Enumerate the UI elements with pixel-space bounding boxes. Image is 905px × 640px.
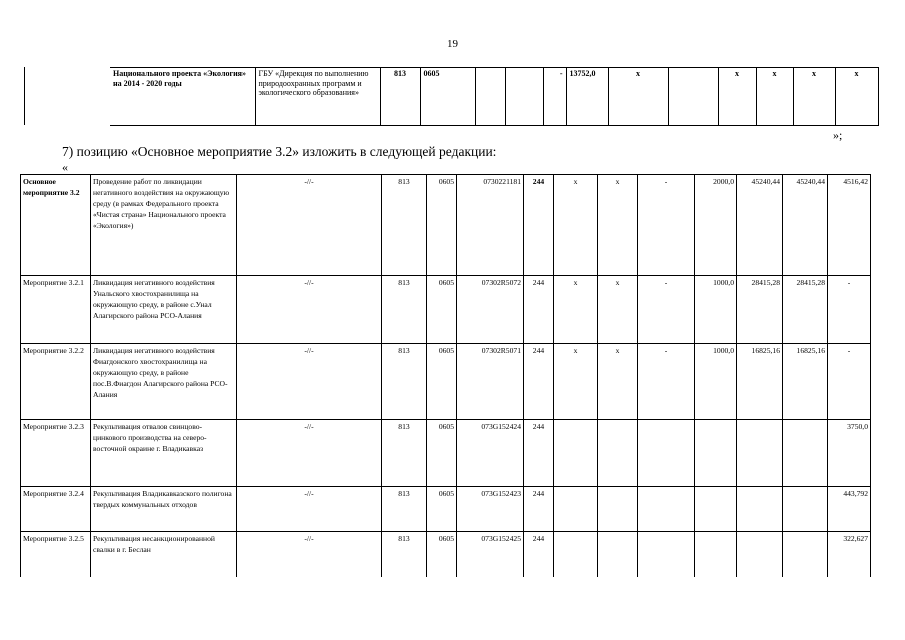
table-row [21, 175, 871, 276]
grbs-cell: 813 [380, 68, 420, 126]
row-executor: -//- [237, 532, 382, 577]
row-col [638, 420, 695, 487]
row-description: Ликвидация негативного воздействия Унальского хвостохранилища на окружающую среду, в районе с.Унал Алагирского района РСО-Алания [91, 276, 237, 344]
row-vr: 244 [524, 420, 554, 487]
row-name: Мероприятие 3.2.3 [21, 420, 91, 487]
row-vr: 244 [524, 487, 554, 532]
measures-table [20, 174, 871, 577]
table-row [21, 276, 871, 344]
row-col: 45240,44 [783, 175, 828, 276]
continuation-row [110, 68, 878, 126]
row-col: x [598, 175, 638, 276]
row-col: - [828, 344, 871, 420]
row-name: Мероприятие 3.2.2 [21, 344, 91, 420]
row-csr: 0730221181 [457, 175, 524, 276]
row-col: 16825,16 [737, 344, 783, 420]
row-col [638, 532, 695, 577]
row-rzpr: 0605 [427, 487, 457, 532]
row-col [598, 532, 638, 577]
row-col [695, 420, 737, 487]
continuation-table [110, 67, 879, 126]
row-col [783, 420, 828, 487]
row-col: - [638, 175, 695, 276]
row-name: Основное мероприятие 3.2 [21, 175, 91, 276]
row-col [695, 487, 737, 532]
row-col [783, 487, 828, 532]
row-col [783, 532, 828, 577]
row-col: 28415,28 [783, 276, 828, 344]
row-grbs: 813 [382, 532, 427, 577]
row-executor: -//- [237, 420, 382, 487]
left-border-line [24, 67, 25, 125]
row-rzpr: 0605 [427, 420, 457, 487]
row-col: 1000,0 [695, 276, 737, 344]
row-col: x [598, 344, 638, 420]
row-csr: 073G152425 [457, 532, 524, 577]
row-col: 16825,16 [783, 344, 828, 420]
row-col: - [638, 344, 695, 420]
row-description: Рекультивация отвалов свинцово-цинкового производства на северо-восточной окраине г. Владикавказ [91, 420, 237, 487]
row-col [554, 487, 598, 532]
row-col: 3750,0 [828, 420, 871, 487]
row-name: Мероприятие 3.2.4 [21, 487, 91, 532]
vr-cell [505, 68, 543, 126]
row-vr: 244 [524, 276, 554, 344]
row-rzpr: 0605 [427, 276, 457, 344]
row-description: Рекультивация Владикавказского полигона твердых коммунальных отходов [91, 487, 237, 532]
row-col: 443,792 [828, 487, 871, 532]
table-row [21, 487, 871, 532]
row-executor: -//- [237, 175, 382, 276]
dash-cell: - [543, 68, 566, 126]
row-executor: -//- [237, 276, 382, 344]
value-cell [668, 68, 718, 126]
row-col: x [554, 276, 598, 344]
row-col: x [598, 276, 638, 344]
row-col [598, 420, 638, 487]
row-csr: 073G152424 [457, 420, 524, 487]
value-cell: x [835, 68, 878, 126]
instruction-text: 7) позицию «Основное мероприятие 3.2» изложить в следующей редакции: [62, 144, 497, 159]
table-row [21, 344, 871, 420]
row-col [554, 532, 598, 577]
row-vr: 244 [524, 175, 554, 276]
row-vr: 244 [524, 344, 554, 420]
row-rzpr: 0605 [427, 344, 457, 420]
row-col [737, 420, 783, 487]
row-csr: 073G152423 [457, 487, 524, 532]
row-csr: 07302R5072 [457, 276, 524, 344]
row-col: 45240,44 [737, 175, 783, 276]
rzpr-cell: 0605 [420, 68, 475, 126]
amount-cell: 13752,0 [566, 68, 608, 126]
value-cell: x [608, 68, 668, 126]
row-name: Мероприятие 3.2.1 [21, 276, 91, 344]
opening-quote: « [62, 160, 68, 174]
row-description: Ликвидация негативного воздействия Фиагдонского хвостохранилища на окружающую среду, в районе пос.В.Фиагдон Алагирского района РСО-Алания [91, 344, 237, 420]
closing-quote: »; [833, 128, 843, 142]
row-name: Мероприятие 3.2.5 [21, 532, 91, 577]
table-row [21, 420, 871, 487]
row-grbs: 813 [382, 487, 427, 532]
page-number: 19 [447, 38, 458, 50]
row-grbs: 813 [382, 175, 427, 276]
row-grbs: 813 [382, 344, 427, 420]
row-col: x [554, 175, 598, 276]
program-label-cell: Национального проекта «Экология» на 2014 - 2020 годы [110, 68, 255, 126]
value-cell: x [718, 68, 756, 126]
row-col [737, 487, 783, 532]
row-col: 322,627 [828, 532, 871, 577]
row-description: Рекультивация несанкционированной свалки в г. Беслан [91, 532, 237, 577]
row-col: - [638, 276, 695, 344]
csr-cell [475, 68, 505, 126]
row-col [695, 532, 737, 577]
row-col: 1000,0 [695, 344, 737, 420]
value-cell: x [793, 68, 835, 126]
row-vr: 244 [524, 532, 554, 577]
row-executor: -//- [237, 487, 382, 532]
row-col [638, 487, 695, 532]
row-col: - [828, 276, 871, 344]
row-col: 28415,28 [737, 276, 783, 344]
row-col: x [554, 344, 598, 420]
row-rzpr: 0605 [427, 175, 457, 276]
row-col [598, 487, 638, 532]
row-col [737, 532, 783, 577]
table-row [21, 532, 871, 577]
value-cell: x [756, 68, 793, 126]
row-description: Проведение работ по ликвидации негативного воздействия на окружающую среду (в рамках Федерального проекта «Чистая страна» Национального проекта «Экология») [91, 175, 237, 276]
row-col: 2000,0 [695, 175, 737, 276]
executor-cell: ГБУ «Дирекция по выполнению природоохранных программ и экологического образования» [255, 68, 380, 126]
row-executor: -//- [237, 344, 382, 420]
row-csr: 07302R5071 [457, 344, 524, 420]
row-col [554, 420, 598, 487]
row-grbs: 813 [382, 420, 427, 487]
row-rzpr: 0605 [427, 532, 457, 577]
row-grbs: 813 [382, 276, 427, 344]
row-col: 4516,42 [828, 175, 871, 276]
